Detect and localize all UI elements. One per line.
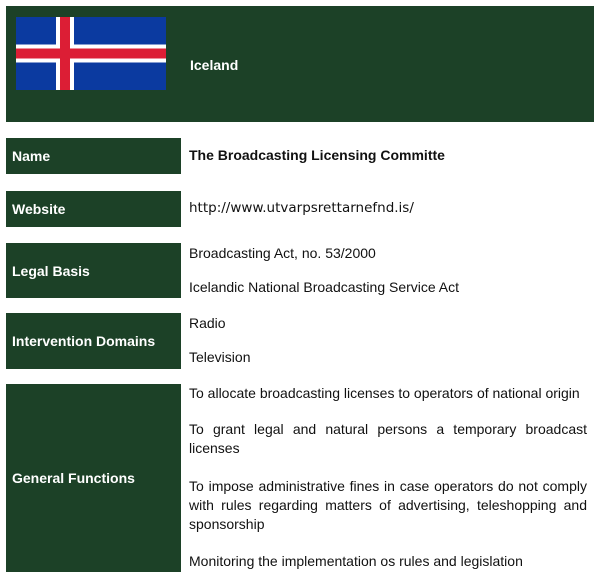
general-function-item: To impose administrative fines in case operators do not comply with rules regarding matters of advertising, teleshopping and sponsorship <box>189 478 587 532</box>
general-function-item: To allocate broadcasting licenses to operators of national origin <box>189 385 580 401</box>
iceland-flag-icon <box>16 17 166 90</box>
general-function-item: To grant legal and natural persons a temporary broadcast licenses <box>189 421 587 456</box>
general-functions-label: General Functions <box>6 384 181 572</box>
name-value: The Broadcasting Licensing Committe <box>189 147 445 163</box>
legal-basis-item: Broadcasting Act, no. 53/2000 <box>189 245 376 261</box>
website-label: Website <box>6 191 181 227</box>
website-link[interactable]: http://www.utvarpsrettarnefnd.is/ <box>189 200 414 216</box>
country-header <box>6 6 594 122</box>
legal-basis-label: Legal Basis <box>6 243 181 298</box>
general-function-item: Monitoring the implementation os rules and legislation <box>189 553 523 569</box>
name-label: Name <box>6 138 181 174</box>
intervention-domain-item: Television <box>189 349 251 365</box>
legal-basis-item: Icelandic National Broadcasting Service Act <box>189 279 460 295</box>
country-name: Iceland <box>190 57 239 73</box>
intervention-domain-item: Radio <box>189 315 226 331</box>
intervention-domains-label: Intervention Domains <box>6 313 181 369</box>
